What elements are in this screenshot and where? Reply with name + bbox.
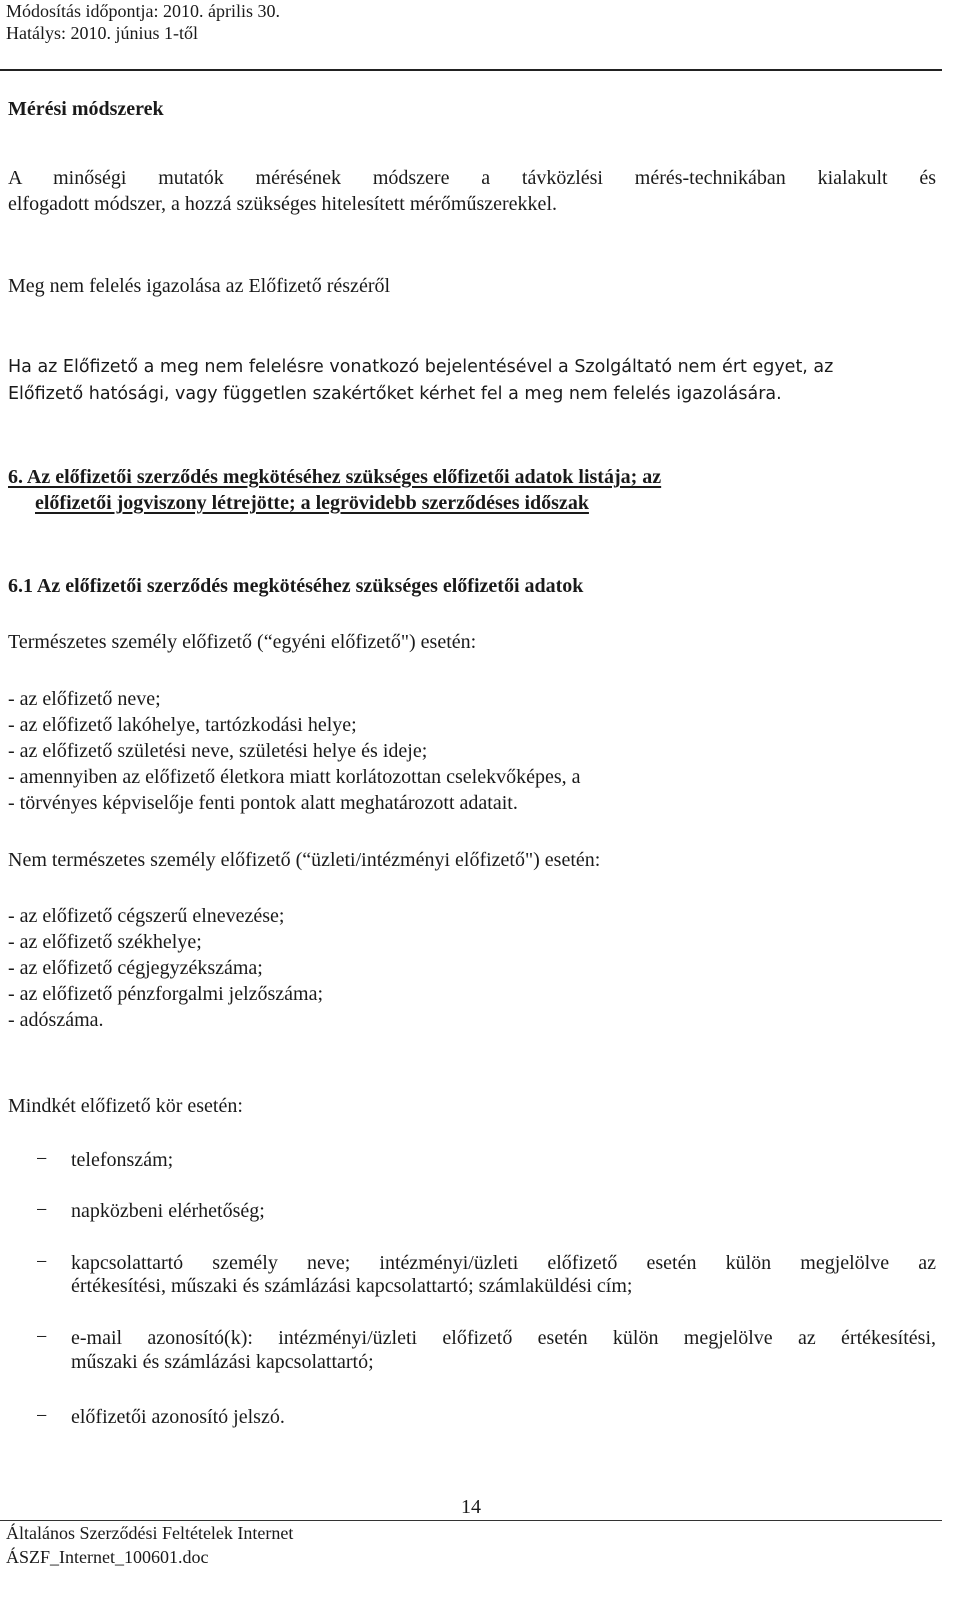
natural-person-intro: Természetes személy előfizető (“egyéni előfizető") esetén: — [8, 631, 477, 653]
nonconformity-paragraph-line2: Előfizető hatósági, vagy független szakértőket kérhet fel a meg nem felelés igazolására. — [8, 384, 782, 404]
nonconformity-paragraph-line1: Ha az Előfizető a meg nem felelésre vonatkozó bejelentésével a Szolgáltató nem ért egyet, az — [8, 357, 834, 377]
footer-document-title: Általános Szerződési Feltételek Internet — [6, 1523, 294, 1543]
page-number: 14 — [461, 1496, 481, 1518]
chapter-6-title-line2-text: előfizetői jogviszony létrejötte; a legrövidebb szerződéses időszak — [35, 492, 589, 514]
both-item-2: napközbeni elérhetőség; — [71, 1200, 265, 1222]
legal-person-intro: Nem természetes személy előfizető (“üzleti/intézményi előfizető") esetén: — [8, 849, 601, 871]
legal-item-2: - az előfizető székhelye; — [8, 931, 202, 953]
section-6-1-title: 6.1 Az előfizetői szerződés megkötéséhez szükséges előfizetői adatok — [8, 575, 584, 597]
legal-item-1: - az előfizető cégszerű elnevezése; — [8, 905, 285, 927]
legal-item-3: - az előfizető cégjegyzékszáma; — [8, 957, 263, 979]
dash-bullet-4: − — [36, 1326, 48, 1348]
both-item-1: telefonszám; — [71, 1149, 174, 1171]
legal-item-4: - az előfizető pénzforgalmi jelzőszáma; — [8, 983, 324, 1005]
footer-file-name: ÁSZF_Internet_100601.doc — [6, 1547, 209, 1567]
natural-item-2: - az előfizető lakóhelye, tartózkodási helye; — [8, 714, 357, 736]
both-item-4-line2: műszaki és számlázási kapcsolattartó; — [71, 1351, 374, 1373]
both-item-3-line1: kapcsolattartó személy neve; intézményi/üzleti előfizető esetén külön megjelölve az — [71, 1252, 936, 1274]
natural-item-4: - amennyiben az előfizető életkora miatt korlátozottan cselekvőképes, a — [8, 766, 581, 788]
both-item-4-line1: e-mail azonosító(k): intézményi/üzleti előfizető esetén külön megjelölve az értékesítési, — [71, 1327, 936, 1349]
natural-item-5: - törvényes képviselője fenti pontok alatt meghatározott adatait. — [8, 792, 518, 814]
footer-divider — [0, 1520, 942, 1521]
measurement-paragraph-line1: A minőségi mutatók mérésének módszere a távközlési mérés-technikában kialakult és — [8, 167, 936, 189]
natural-item-3: - az előfizető születési neve, születési helye és ideje; — [8, 740, 428, 762]
both-item-5: előfizetői azonosító jelszó. — [71, 1406, 285, 1428]
chapter-6-title-line2 — [8, 492, 589, 515]
both-item-3-line2: értékesítési, műszaki és számlázási kapcsolattartó; számlaküldési cím; — [71, 1275, 633, 1297]
section-title-measurement: Mérési módszerek — [8, 98, 164, 120]
section-title-nonconformity: Meg nem felelés igazolása az Előfizető részéről — [8, 275, 391, 297]
legal-item-5: - adószáma. — [8, 1009, 104, 1031]
header-divider — [0, 69, 942, 71]
dash-bullet-2: − — [36, 1199, 48, 1221]
chapter-6-title-line1: 6. Az előfizetői szerződés megkötéséhez szükséges előfizetői adatok listája; az — [8, 466, 662, 488]
dash-bullet-3: − — [36, 1251, 48, 1273]
header-modification-date: Módosítás időpontja: 2010. április 30. — [6, 1, 280, 21]
both-subscriber-intro: Mindkét előfizető kör esetén: — [8, 1095, 243, 1117]
dash-bullet-1: − — [36, 1148, 48, 1170]
natural-item-1: - az előfizető neve; — [8, 688, 161, 710]
header-effective-date: Hatálys: 2010. június 1-től — [6, 23, 198, 43]
measurement-paragraph-line2: elfogadott módszer, a hozzá szükséges hitelesített mérőműszerekkel. — [8, 193, 557, 215]
dash-bullet-5: − — [36, 1405, 48, 1427]
